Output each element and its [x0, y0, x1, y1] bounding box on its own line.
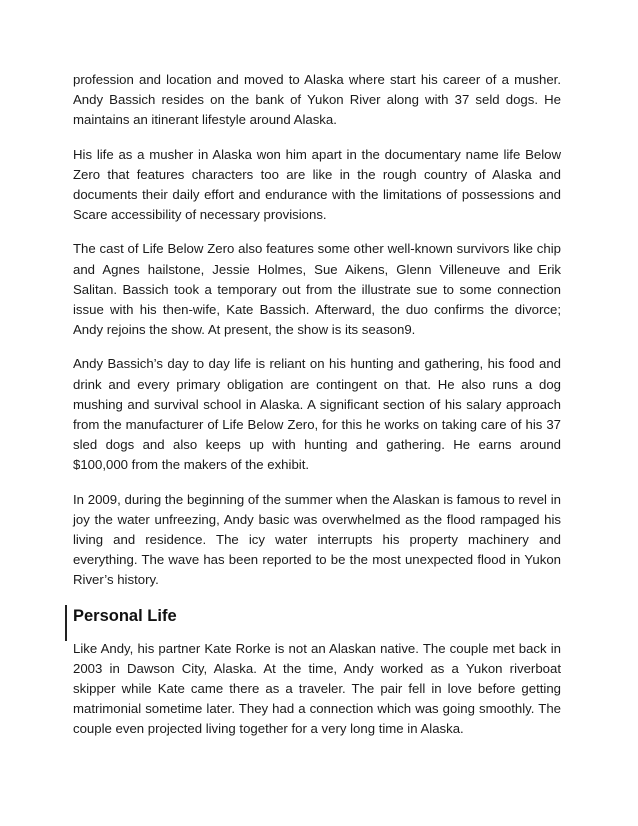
paragraph-daily-life: Andy Bassich’s day to day life is reliant on his hunting and gathering, his food and drink and every primary obligation are contingent on that. He also runs a dog mushing and survival school in Alaska. A significant section of his salary approach from the manufacturer of Life Below Zero, for this he works on taking care of his 37 sled dogs and also keeps up with hunting and gathering. He earns around $100,000 from the makers of the exhibit. [73, 356, 561, 473]
paragraph-career: profession and location and moved to Alaska where start his career of a musher. Andy Bassich resides on the bank of Yukon River along with 37 seld dogs. He maintains an itinerant lifestyle around Alaska. [73, 72, 561, 128]
document-page [73, 70, 561, 754]
paragraph-personal-life: Like Andy, his partner Kate Rorke is not an Alaskan native. The couple met back in 2003 in Dawson City, Alaska. At the time, Andy worked as a Yukon riverboat skipper while Kate came there as a traveler. The pair fell in love before getting matrimonial sometime later. They had a connection which was going smoothly. The couple even projected living together for a very long time in Alaska. [73, 640, 561, 737]
section-heading-block [73, 605, 561, 627]
paragraph-documentary: His life as a musher in Alaska won him apart in the documentary name life Below Zero that features characters too are like in the rough country of Alaska and documents their daily effort and endurance with the limitations of possessions and Scare accessibility of necessary provisions. [73, 146, 561, 223]
paragraph-flood: In 2009, during the beginning of the summer when the Alaskan is famous to revel in joy the water unfreezing, Andy basic was overwhelmed as the flood rampaged his living and residence. The icy water interrupts his property machinery and everything. The wave has been reported to be the most unexpected flood in Yukon River’s history. [73, 491, 561, 588]
paragraph-cast: The cast of Life Below Zero also features some other well-known survivors like chip and Agnes hailstone, Jessie Holmes, Sue Aikens, Glenn Villeneuve and Erik Salitan. Bassich took a temporary out from the illustrate sue to some connection issue with his then-wife, Kate Bassich. Afterward, the duo confirms the divorce; Andy rejoins the show. At present, the show is its season9. [73, 241, 561, 338]
heading-marker-bar [65, 605, 67, 641]
section-heading: Personal Life [73, 606, 177, 625]
